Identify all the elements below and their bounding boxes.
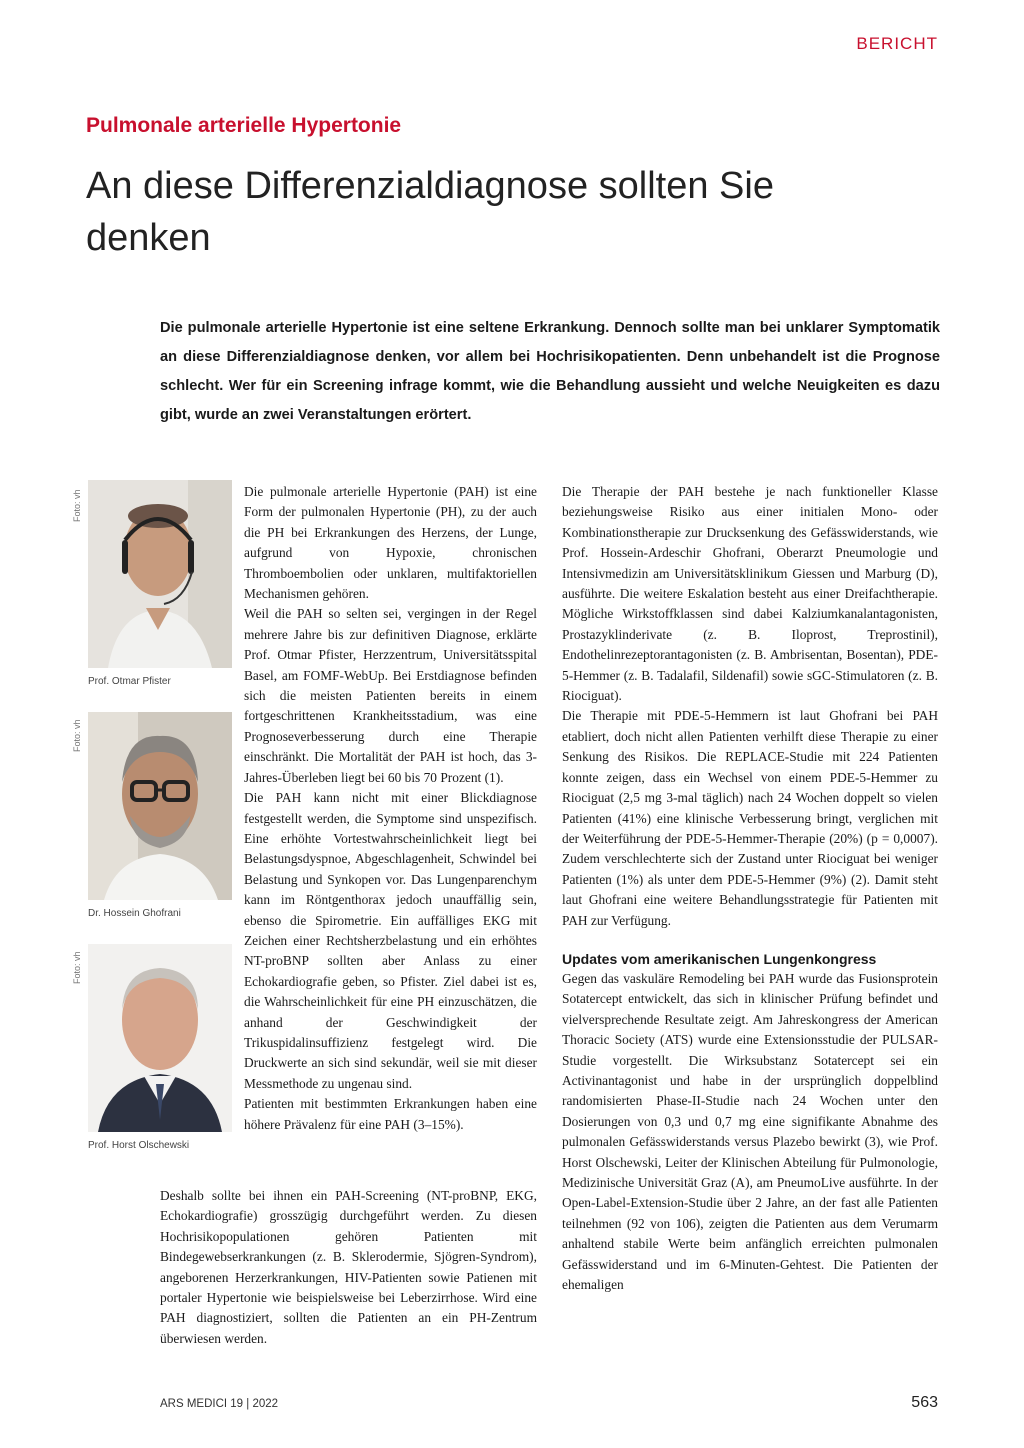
photo-credit: Foto: vh (72, 719, 82, 752)
article-kicker: Pulmonale arterielle Hypertonie (86, 114, 402, 137)
photo-credit: Foto: vh (72, 489, 82, 522)
photo-caption-pfister: Prof. Otmar Pfister (88, 676, 171, 687)
page-number: 563 (911, 1394, 938, 1411)
body-paragraph: Gegen das vaskuläre Remodeling bei PAH wurde das Fusionsprotein Sotatercept entwickelt, das sich in klinischer Prüfung befindet und vielversprechende Resultate zeigt. Am Jahreskongress der American Thoracic Society (ATS) wurde eine Extensionsstudie der PULSAR-Studie vorgestellt. Die Wirksubstanz Sotatercept sei ein Activinantagonist und habe in der ursprünglich doppelblind randomisierten Phase-II-Studie nach 24 Wochen unter den Dosierungen von 0,3 und 0,7 mg eine signifikante Abnahme des pulmonalen Gefässwiderstands versus Plazebo bewirkt (3), wie Prof. Horst Olschewski, Leiter der Klinischen Abteilung für Pulmonologie, Medizinische Universität Graz (A), am PneumoLive ausführte. In der Open-Label-Extension-Studie über 2 Jahre, an der fast alle Patienten teilnehmen (92 von 106), zeigten die Patienten aus dem Verumarm anhaltend stabile Werte beim anfänglich erreichten pulmonalen Gefässwiderstand und im 6-Minuten-Gehtest. Die Patienten der ehemaligen (562, 970, 938, 1293)
section-label: BERICHT (856, 34, 938, 53)
journal-issue: ARS MEDICI 19 | 2022 (160, 1398, 279, 1410)
portrait-photo-olschewski (88, 944, 232, 1132)
photo-credit: Foto: vh (72, 951, 82, 984)
body-paragraph: Weil die PAH so selten sei, vergingen in der Regel mehrere Jahre bis zur definitiven Diagnose, erklärte Prof. Otmar Pfister, Herzzentrum, Universitätsspital Basel, am FOMF-WebUp. Bei Erstdiagnose befinden sich die meisten Patienten bereits in einem fortgeschrittenen Krankheitsstadium, was eine Prognoseverbesserung durch eine Therapie einschränkt. Die Mortalität der PAH ist hoch, das 3-Jahres-Überleben liegt bei 60 bis 70 Prozent (1). (244, 606, 537, 785)
photo-caption-ghofrani: Dr. Hossein Ghofrani (88, 908, 181, 919)
body-column-1 (244, 482, 537, 1135)
section-subheading: Updates vom amerikanischen Lungenkongress (562, 950, 877, 967)
portrait-photo-ghofrani (88, 712, 232, 900)
body-paragraph: Deshalb sollte bei ihnen ein PAH-Screening (NT-proBNP, EKG, Echokardiografie) grosszügig durchgeführt werden. Zu diesen Hochrisikopopulationen gehören Patienten mit Bindegewebserkrankungen (z. B. Sklerodermie, Sjögren-Syndrom), angeborenen Herzerkrankungen, HIV-Patienten sowie Patienen mit portaler Hypertonie wie beispielsweise bei Leberzirrhose. Wird eine PAH diagnostiziert, sollten die Patienten an ein PH-Zentrum überwiesen werden. (160, 1188, 537, 1346)
body-paragraph: Die Therapie mit PDE-5-Hemmern ist laut Ghofrani bei PAH etabliert, doch nicht allen Patienten verhilft diese Therapie zu einer Senkung des Risikos. Die REPLACE-Studie mit 224 Patienten konnte zeigen, dass ein Wechsel von einem PDE-5-Hemmer zu Riociguat (2,5 mg 3-mal täglich) nach 24 Wochen doppelt so vielen Patienten (41%) eine klinische Verbesserung bringt, verglichen mit der Weiterführung der PDE-5-Hemmer-Therapie (20%) (p = 0,0007). Zudem verschlechterte sich der Zustand unter Riociguat bei weniger Patienten (1%) als unter dem PDE-5-Hemmer (9%) (2). Damit steht laut Ghofrani eine weitere Behandlungsstrategie für Patienten mit PAH zur Verfügung. (562, 708, 938, 928)
body-paragraph: Die PAH kann nicht mit einer Blickdiagnose festgestellt werden, die Symptome sind unspezifisch. Eine erhöhte Vortestwahrscheinlichkeit liegt bei Belastungsdyspnoe, Abgeschlagenheit, Schwindel bei Belastung und Synkopen vor. Das Lungenparenchym kann im Röntgenthorax jedoch unauffällig sein, ebenso die Spirometrie. Ein auffälliges EKG mit Zeichen einer Rechtsherzbelastung und ein erhöhtes NT-proBNP sollten aber Anlass zu einer Echokardiografie geben, so Pfister. Ziel dabei ist es, die Wahrscheinlichkeit für eine PH einzuschätzen, die anhand der Geschwindigkeit der Trikuspidalinsuffizienz festgelegt wird. Die Druckwerte an sich sind sekundär, weil sie mit dieser Messmethode zu ungenau sind. (244, 790, 537, 1091)
body-paragraph: Die pulmonale arterielle Hypertonie (PAH) ist eine Form der pulmonalen Hypertonie (PH), zu der auch die PH bei Erkrankungen des Herzens, der Lunge, aufgrund von Hypoxie, chronischen Thromboembolien oder unklaren, multifaktoriellen Mechanismen gehören. (244, 484, 537, 602)
body-column-2 (562, 482, 938, 1295)
article-headline: An diese Differenzialdiagnose sollten Sie denken (86, 165, 774, 259)
body-paragraph: Patienten mit bestimmten Erkrankungen haben eine höhere Prävalenz für eine PAH (3–15%). (244, 1096, 537, 1132)
body-column-1-continued (160, 1186, 537, 1349)
article-lead: Die pulmonale arterielle Hypertonie ist eine seltene Erkrankung. Dennoch sollte man bei unklarer Symptomatik an diese Differenzialdiagnose denken, vor allem bei Hochrisikopatienten. Denn unbehandelt ist die Prognose schlecht. Wer für ein Screening infrage kommt, wie die Behandlung aussieht und welche Neuigkeiten es dazu gibt, wurde an zwei Veranstaltungen erörtert. (160, 320, 940, 423)
body-paragraph: Die Therapie der PAH bestehe je nach funktioneller Klasse beziehungsweise Risiko aus einer initialen Mono- oder Kombinationstherapie zur Drucksenkung des Gefässwiderstands, wie Prof. Hossein-Ardeschir Ghofrani, Oberarzt Pneumologie und Intensivmedizin am Universitätsklinikum Giessen und Marburg (D), ausführte. Die weitere Eskalation besteht aus einer Dreifachtherapie. Mögliche Wirkstoffklassen sind dabei Kalziumkanalantagonisten, Prostazyklinderivate (z. B. Iloprost, Treprostinil), Endothelinrezeptorantagonisten (z. B. Ambrisentan, Bosentan), PDE-5-Hemmer (z. B. Tadalafil, Sildenafil) sowie sGC-Stimulatoren (z. B. Riociguat). (562, 484, 938, 704)
photo-caption-olschewski: Prof. Horst Olschewski (88, 1140, 190, 1151)
portrait-photo-pfister (88, 480, 232, 668)
